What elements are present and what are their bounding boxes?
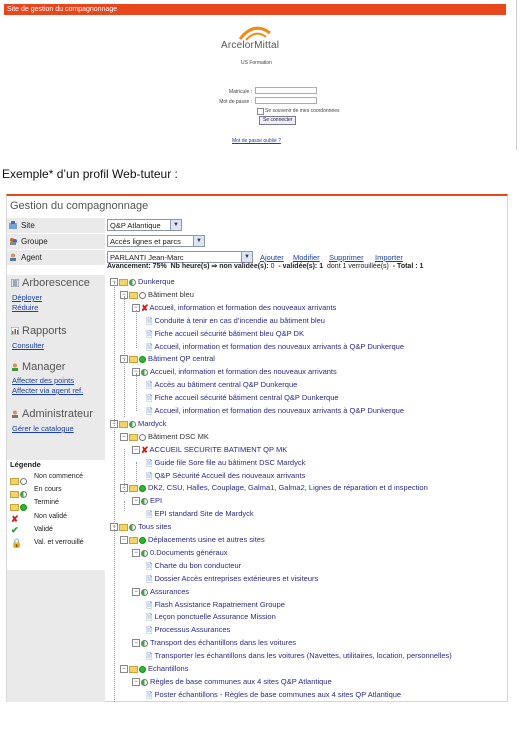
group-row (7, 234, 507, 249)
site-label-cell (7, 218, 105, 233)
tree-node-label: Dunkerque (138, 277, 175, 286)
collapse-icon[interactable]: − (110, 420, 118, 428)
tree-node-label: Q&P Sécurité Accueil des nouveaux arrivants (154, 471, 306, 480)
validated-value: 1 (319, 263, 324, 270)
document-icon: 🗎 (146, 316, 153, 326)
manager-icon (11, 363, 19, 371)
tree-node-label: Déplacements usine et autres sites (148, 535, 265, 544)
tree-node-label: EPI standard Site de Mardyck (154, 509, 254, 518)
site-row (7, 218, 507, 233)
login-title-bar: Site de gestion du compagnonnage (4, 4, 506, 15)
finished-icon (139, 666, 146, 673)
group-icon (9, 237, 17, 245)
caption: Exemple* d’un profil Web-tuteur : (2, 167, 178, 181)
tree-node[interactable] (132, 547, 228, 558)
group-label-cell (7, 234, 105, 249)
tree-node-label: Mardyck (138, 419, 167, 428)
tree-node[interactable] (120, 663, 188, 674)
tree-node[interactable] (146, 560, 241, 571)
collapse-icon[interactable]: − (120, 355, 128, 363)
not-started-icon (10, 473, 29, 482)
forgot-password-link[interactable]: Mot de passe oublié ? (232, 138, 281, 144)
matricule-input[interactable] (255, 87, 317, 94)
tree-node[interactable] (132, 676, 332, 687)
tree-node[interactable] (146, 405, 404, 416)
tree-node-label: Accès au bâtiment central Q&P Dunkerque (154, 380, 298, 389)
in-progress-icon (129, 421, 136, 428)
agent-label-cell (7, 250, 105, 265)
not-validated-icon: ✘ (141, 302, 149, 313)
collapse-icon[interactable]: − (132, 588, 140, 596)
not-validated-icon: ✘ (11, 514, 19, 525)
folder-icon (129, 666, 138, 673)
document-icon: 🗎 (146, 651, 153, 661)
brand-name: ArcelorMittal (221, 40, 280, 51)
tree-node[interactable] (146, 315, 325, 326)
tree-node-label: ACCUEIL SECURITE BATIMENT QP MK (149, 445, 288, 454)
document-icon: 🗎 (146, 329, 153, 339)
tree-node[interactable] (110, 418, 166, 429)
tree-node[interactable] (132, 366, 337, 377)
document-icon: 🗎 (146, 625, 153, 635)
tree-guide-line (114, 282, 115, 702)
chevron-down-icon[interactable]: ▼ (170, 220, 181, 230)
agent-label: Agent (21, 253, 42, 262)
tree-guide-line (124, 296, 125, 354)
folder-icon (119, 421, 128, 428)
folder-icon (119, 279, 128, 286)
tree-guide-line (124, 501, 125, 511)
tree-node-label: Conduite à tenir en cas d’incendie au bâtiment bleu (154, 316, 325, 325)
avancement-value: 75% (152, 263, 167, 270)
in-progress-icon (141, 498, 148, 505)
group-select-value: Accès lignes et parcs (110, 237, 181, 246)
tree-node[interactable] (120, 353, 215, 364)
document-icon: 🗎 (146, 471, 153, 481)
document-icon: 🗎 (146, 406, 153, 416)
finished-icon (139, 356, 146, 363)
assign-via-agent-link[interactable]: Affecter via agent ref. (12, 386, 84, 395)
section-admin-title: Administrateur (22, 408, 93, 420)
tree-guide-line (136, 462, 137, 482)
progress-summary (107, 262, 423, 270)
in-progress-icon (129, 524, 136, 531)
tree-node[interactable] (146, 624, 230, 635)
folder-icon (129, 537, 138, 544)
tree-node[interactable] (110, 276, 175, 287)
arcelormittal-logo-icon (236, 23, 274, 41)
tree-node-label: Transport des échantillons dans les voitures (150, 638, 297, 647)
remember-checkbox[interactable] (257, 108, 264, 115)
report-icon (11, 327, 19, 335)
finished-icon (139, 537, 146, 544)
in-progress-icon (10, 486, 29, 495)
legend-in-progress: En cours (34, 486, 62, 493)
validated-icon: ✔ (11, 525, 19, 535)
import-agent-link[interactable]: Importer (375, 253, 403, 262)
manage-catalog-link[interactable]: Gérer le catalogue (12, 424, 74, 433)
tree-icon (11, 279, 19, 287)
tree-node[interactable] (146, 457, 305, 468)
tree-node-label: Poster échantillons - Règles de base communes aux 4 sites QP Atlantique (154, 690, 402, 699)
collapse-icon[interactable]: − (120, 484, 128, 492)
tree-node-label: Fiche accueil sécurité bâtiment central Q&P Dunkerque (154, 393, 339, 402)
tree-node-label: Leçon ponctuelle Assurance Mission (154, 612, 276, 621)
remember-label: Se souvenir de mes coordonnées (265, 108, 340, 114)
tree-guide-line (136, 373, 137, 411)
in-progress-icon (129, 279, 136, 286)
in-progress-icon (141, 640, 148, 647)
finished-icon (10, 499, 29, 508)
collapse-icon[interactable]: − (110, 523, 118, 531)
tree-node[interactable] (146, 392, 339, 403)
agent-select-value: PARLANTI Jean-Marc (110, 253, 184, 262)
collapse-icon[interactable]: − (132, 446, 140, 454)
validated-label: - validée(s): (278, 263, 318, 270)
consult-link[interactable]: Consulter (12, 341, 45, 350)
password-label: Mot de passe : (219, 99, 252, 105)
folder-icon (129, 434, 138, 441)
collapse-icon[interactable]: − (132, 639, 140, 647)
add-agent-link[interactable]: Ajouter (260, 253, 284, 262)
not-started-icon (139, 292, 146, 299)
section-rapports-title: Rapports (22, 325, 67, 337)
legend-title: Légende (10, 460, 41, 469)
document-icon: 🗎 (146, 380, 153, 390)
hours-label: Nb heure(s) ⇒ non validée(s): (170, 263, 269, 270)
tree-node[interactable] (132, 495, 162, 506)
tree-node[interactable] (120, 534, 265, 545)
connect-button[interactable]: Se connecter (259, 116, 296, 125)
document-icon: 🗎 (146, 612, 153, 622)
tree-node[interactable] (146, 611, 276, 622)
site-select-value: Q&P Atlantique (110, 221, 161, 230)
tree-node-label: Transporter les échantillons dans les voitures (Navettes, utilitaires, location, personnelles) (154, 651, 452, 660)
collapse-link[interactable]: Réduire (12, 303, 39, 312)
hours-nonvalid-value: 0 (270, 263, 275, 270)
collapse-icon[interactable]: − (132, 368, 140, 376)
assign-points-link[interactable]: Affecter des points (12, 376, 74, 385)
legend-not-validated: Non validé (34, 513, 68, 520)
tree-node[interactable] (146, 599, 285, 610)
chevron-down-icon[interactable]: ▼ (193, 236, 204, 246)
document-icon: 🗎 (146, 690, 153, 700)
tree-node-label: Bâtiment QP central (148, 354, 215, 363)
tree-node-label: Règles de base communes aux 4 sites Q&P Atlantique (150, 677, 332, 686)
tree-node[interactable] (110, 521, 171, 532)
tree-node-label: Bâtiment DSC MK (148, 432, 209, 441)
section-manager-title: Manager (22, 361, 66, 373)
tree-node[interactable] (146, 379, 297, 390)
site-icon (9, 221, 17, 229)
collapse-icon[interactable]: − (120, 433, 128, 441)
legend-finished: Terminé (34, 499, 59, 506)
tree-node-label: Accueil, information et formation des nouveaux arrivants à Q&P Dunkerque (154, 406, 405, 415)
brand-subtitle: US Formation (241, 60, 272, 66)
tree-node[interactable] (120, 289, 194, 300)
tree-node-label: Echantillons (148, 664, 189, 673)
collapse-icon[interactable]: − (132, 497, 140, 505)
login-screenshot (0, 0, 522, 150)
document-icon: 🗎 (146, 600, 153, 610)
tree-node-label: Accueil, information et formation des nouveaux arrivants (150, 367, 337, 376)
collapse-icon[interactable]: − (120, 291, 128, 299)
tree-node[interactable] (146, 689, 401, 700)
divider (516, 0, 517, 150)
not-started-icon (139, 434, 146, 441)
folder-icon (129, 292, 138, 299)
collapse-icon[interactable]: − (132, 304, 140, 312)
total-value: 1 (419, 263, 424, 270)
tree-node[interactable] (120, 431, 209, 442)
sidebar (7, 275, 105, 702)
document-icon: 🗎 (146, 458, 153, 468)
tree-node-label: Accueil, information et formation des nouveaux arrivants (149, 303, 337, 312)
legend-not-started: Non commencé (34, 473, 84, 480)
locked-icon: 🔒 (11, 538, 23, 548)
site-select[interactable] (107, 219, 182, 231)
tree-node[interactable] (146, 341, 404, 352)
tree-node-label: 0.Documents généraux (150, 548, 228, 557)
in-progress-icon (141, 369, 148, 376)
app-window (6, 194, 508, 702)
tree-node-label: Tous sites (138, 522, 172, 531)
in-progress-icon (141, 679, 148, 686)
tree-node[interactable] (146, 470, 305, 481)
document-icon: 🗎 (146, 561, 153, 571)
tree-node-label: Flash Assistance Rapatriement Groupe (154, 600, 285, 609)
not-validated-icon: ✘ (141, 444, 149, 455)
in-progress-icon (141, 589, 148, 596)
collapse-icon[interactable]: − (132, 549, 140, 557)
tree-node-label: Guide file Sore file au bâtiment DSC Mardyck (154, 458, 306, 467)
app-title: Gestion du compagnonnage (10, 200, 149, 212)
tree-node-label: Dossier Accès entreprises extérieures et visiteurs (154, 574, 319, 583)
collapse-icon[interactable]: − (120, 665, 128, 673)
tree-node[interactable] (146, 328, 304, 339)
matricule-label: Matricule : (228, 89, 252, 95)
tree-node[interactable] (132, 444, 287, 455)
collapse-icon[interactable]: − (120, 536, 128, 544)
tree-node-label: Assurances (150, 587, 190, 596)
total-label: - Total : (392, 263, 418, 270)
tree-guide-line (124, 449, 125, 494)
tree-node[interactable] (132, 586, 189, 597)
finished-icon (139, 485, 146, 492)
tree-node[interactable] (146, 508, 254, 519)
tree-panel (108, 276, 506, 702)
tree-node[interactable] (132, 302, 336, 313)
legend-validated: Validé (34, 526, 53, 533)
section-arborescence-title: Arborescence (22, 277, 90, 289)
tree-guide-line (124, 359, 125, 417)
tree-node[interactable] (120, 482, 428, 493)
tree-node-label: Accueil, information et formation des nouveaux arrivants à Q&P Dunkerque (154, 342, 405, 351)
tree-node-label: EPI (150, 496, 163, 505)
document-icon: 🗎 (146, 393, 153, 403)
locked-label: dont 1 verrouillée(s) (327, 263, 389, 270)
collapse-icon[interactable]: − (132, 678, 140, 686)
collapse-icon[interactable]: − (110, 278, 118, 286)
site-label: Site (21, 221, 35, 230)
document-icon: 🗎 (146, 574, 153, 584)
tree-node-label: Fiche accueil sécurité bâtiment bleu Q&P DK (154, 329, 304, 338)
group-select[interactable] (107, 235, 205, 247)
password-input[interactable] (255, 97, 317, 104)
legend-locked: Val. et verrouillé (34, 539, 84, 546)
tree-node-label: Charte du bon conducteur (154, 561, 242, 570)
in-progress-icon (141, 550, 148, 557)
document-icon: 🗎 (146, 342, 153, 352)
tree-guide-line (136, 310, 137, 348)
tree-node[interactable] (146, 650, 452, 661)
edit-agent-link[interactable]: Modifier (293, 253, 320, 262)
delete-agent-link[interactable]: Supprimer (329, 253, 364, 262)
tree-node-label: DK2, CSU, Halles, Couplage, Galma1, Galma2, Lignes de réparation et d inspection (148, 483, 428, 492)
tree-node[interactable] (132, 637, 296, 648)
tree-node[interactable] (146, 573, 318, 584)
tree-node-label: Processus Assurances (154, 625, 231, 634)
avancement-label: Avancement: (107, 263, 151, 270)
group-label: Groupe (21, 237, 48, 246)
legend (7, 460, 105, 570)
folder-icon (119, 524, 128, 531)
deploy-link[interactable]: Déployer (12, 293, 43, 302)
folder-icon (129, 356, 138, 363)
agent-icon (9, 253, 17, 261)
document-icon: 🗎 (146, 509, 153, 519)
tree-node-label: Bâtiment bleu (148, 290, 194, 299)
folder-icon (129, 485, 138, 492)
admin-icon (11, 410, 19, 418)
chevron-down-icon[interactable]: ▼ (241, 252, 252, 262)
